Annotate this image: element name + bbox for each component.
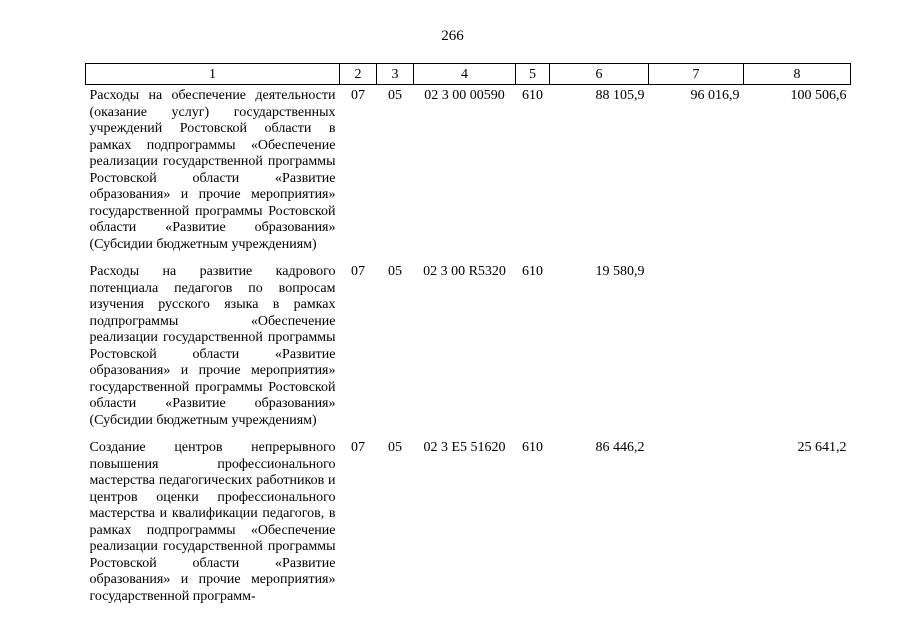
budget-table (85, 63, 851, 613)
row-description: Расходы на обеспечение деятельности (оказание услуг) государственных учреждений Ростовской области в рамках подпрограммы «Обеспечение реализации государственной программы Ростовской области «Развитие образования» и прочие мероприятия» государственной программы Ростовской области «Развитие образования» (Субсидии бюджетным учреждениям) (89, 88, 336, 252)
row-amount-3 (744, 261, 851, 437)
row-expense-type: 610 (522, 440, 543, 455)
table-row (86, 437, 851, 613)
page-number: 266 (441, 28, 464, 44)
row-amount-1: 88 105,9 (595, 88, 645, 103)
column-header-1: 1 (86, 64, 340, 85)
row-target-article: 02 3 00 00590 (424, 88, 505, 103)
row-description: Расходы на развитие кадрового потенциала педагогов по вопросам изучения русского языка в рамках подпрограммы «Обеспечение реализации государственной программы Ростовской области «Развитие образования» и прочие мероприятия» государственной программы Ростовской области «Развитие образования» (Субсидии бюджетным учреждениям) (89, 264, 336, 428)
row-amount-3: 25 641,2 (797, 440, 847, 455)
row-expense-type: 610 (522, 264, 543, 279)
column-header-5: 5 (516, 64, 550, 85)
column-header-7: 7 (649, 64, 744, 85)
row-target-article: 02 3 00 R5320 (423, 264, 506, 279)
row-subsection: 05 (388, 440, 402, 455)
row-section: 07 (351, 264, 365, 279)
column-header-2: 2 (340, 64, 377, 85)
row-amount-2 (649, 437, 744, 613)
table-row (86, 261, 851, 437)
table-header-row (86, 64, 851, 85)
table-row (86, 85, 851, 262)
row-target-article: 02 3 E5 51620 (423, 440, 506, 455)
row-amount-2: 96 016,9 (690, 88, 740, 103)
row-amount-2 (649, 261, 744, 437)
row-expense-type: 610 (522, 88, 543, 103)
column-header-3: 3 (377, 64, 414, 85)
column-header-4: 4 (414, 64, 516, 85)
row-amount-3: 100 506,6 (790, 88, 847, 103)
row-section: 07 (351, 440, 365, 455)
row-subsection: 05 (388, 88, 402, 103)
row-amount-1: 19 580,9 (595, 264, 645, 279)
row-subsection: 05 (388, 264, 402, 279)
row-description: Создание центров непрерывного повышения профессионального мастерства педагогических работников и центров оценки профессионального мастерства и квалификации педагогов, в рамках подпрограммы «Обеспечение реализации государственной программы Ростовской области «Развитие образования» и прочие мероприятия» государственной программ- (89, 440, 336, 604)
row-section: 07 (351, 88, 365, 103)
column-header-6: 6 (550, 64, 649, 85)
column-header-8: 8 (744, 64, 851, 85)
row-amount-1: 86 446,2 (595, 440, 645, 455)
